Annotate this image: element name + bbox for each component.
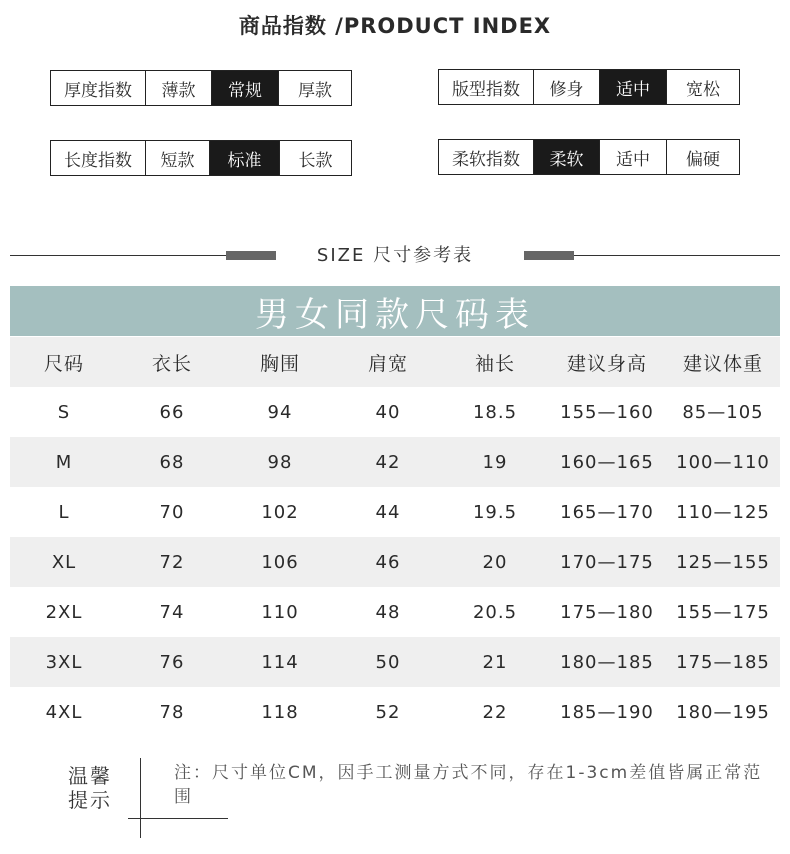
- table-cell: 19: [482, 451, 508, 473]
- index-option: 厚款: [278, 71, 351, 105]
- table-row: [10, 387, 780, 437]
- table-cell: 74: [159, 601, 185, 623]
- size-section-title: SIZE 尺寸参考表: [316, 245, 474, 266]
- table-cell: 4XL: [45, 701, 83, 723]
- table-cell: 106: [261, 551, 299, 573]
- size-table-banner: 男女同款尺码表: [10, 286, 780, 336]
- index-length: [50, 140, 352, 176]
- note-divider-vertical: [140, 758, 141, 838]
- index-softness: [438, 139, 740, 175]
- table-cell: 20.5: [472, 601, 518, 623]
- index-option: 长款: [279, 141, 351, 175]
- index-label: 长度指数: [64, 150, 132, 171]
- index-option: 修身: [533, 70, 599, 104]
- index-label: 版型指数: [452, 79, 520, 100]
- table-cell: 44: [375, 501, 401, 523]
- table-cell: 155—160: [560, 401, 654, 423]
- note-text: 注：尺寸单位CM，因手工测量方式不同，存在1-3cm差值皆属正常范围: [174, 763, 763, 807]
- table-cell: 68: [159, 451, 185, 473]
- column-header: 建议体重: [682, 352, 763, 375]
- table-cell: 114: [261, 651, 299, 673]
- index-option-selected: 适中: [599, 70, 666, 104]
- table-cell: 165—170: [560, 501, 654, 523]
- table-cell: 21: [482, 651, 508, 673]
- table-cell: 100—110: [676, 451, 770, 473]
- table-cell: 170—175: [560, 551, 654, 573]
- column-header: 胸围: [259, 352, 300, 375]
- table-cell: 2XL: [45, 601, 83, 623]
- table-cell: 66: [159, 401, 185, 423]
- note-divider-horizontal: [128, 818, 228, 819]
- index-thickness: [50, 70, 352, 106]
- table-cell: 70: [159, 501, 185, 523]
- index-option: 宽松: [666, 70, 739, 104]
- table-cell: 102: [261, 501, 299, 523]
- column-header: 建议身高: [566, 352, 647, 375]
- table-cell: 118: [261, 701, 299, 723]
- table-cell: 180—185: [560, 651, 654, 673]
- index-option: 适中: [599, 140, 666, 174]
- table-cell: XL: [51, 551, 77, 573]
- table-cell: 94: [267, 401, 293, 423]
- index-option-selected: 常规: [211, 71, 278, 105]
- table-cell: 185—190: [560, 701, 654, 723]
- table-cell: 22: [482, 701, 508, 723]
- table-cell: 110: [261, 601, 299, 623]
- table-row: [10, 487, 780, 537]
- table-cell: 175—180: [560, 601, 654, 623]
- table-header-row: [10, 337, 780, 387]
- table-row: [10, 587, 780, 637]
- table-cell: 78: [159, 701, 185, 723]
- index-option-selected: 标准: [209, 141, 279, 175]
- table-cell: M: [55, 451, 73, 473]
- table-cell: 48: [375, 601, 401, 623]
- table-cell: 20: [482, 551, 508, 573]
- column-header: 袖长: [474, 352, 515, 375]
- table-cell: L: [58, 501, 70, 523]
- index-label: 厚度指数: [64, 80, 132, 101]
- table-row: [10, 637, 780, 687]
- index-fit: [438, 69, 740, 105]
- table-cell: 98: [267, 451, 293, 473]
- table-cell: 85—105: [682, 401, 764, 423]
- table-cell: 52: [375, 701, 401, 723]
- table-row: [10, 537, 780, 587]
- table-cell: 42: [375, 451, 401, 473]
- table-row: [10, 437, 780, 487]
- note-label: [68, 764, 112, 812]
- table-cell: 160—165: [560, 451, 654, 473]
- table-cell: 46: [375, 551, 401, 573]
- page-title: 商品指数 /PRODUCT INDEX: [238, 14, 552, 38]
- index-option-selected: 柔软: [533, 140, 599, 174]
- table-cell: 76: [159, 651, 185, 673]
- table-cell: 175—185: [676, 651, 770, 673]
- table-cell: 19.5: [472, 501, 518, 523]
- table-cell: 125—155: [676, 551, 770, 573]
- table-cell: 40: [375, 401, 401, 423]
- index-option: 薄款: [145, 71, 211, 105]
- table-row: [10, 687, 780, 737]
- column-header: 肩宽: [367, 352, 408, 375]
- note-label-line: 提示: [68, 788, 112, 812]
- table-cell: 18.5: [472, 401, 518, 423]
- note-label-line: 温馨: [68, 764, 112, 788]
- table-cell: 3XL: [45, 651, 83, 673]
- table-cell: 155—175: [676, 601, 770, 623]
- table-cell: 110—125: [676, 501, 770, 523]
- table-cell: 72: [159, 551, 185, 573]
- index-option: 短款: [145, 141, 209, 175]
- table-cell: S: [57, 401, 71, 423]
- table-cell: 180—195: [676, 701, 770, 723]
- index-option: 偏硬: [666, 140, 739, 174]
- column-header: 尺码: [43, 352, 84, 375]
- index-label: 柔软指数: [452, 149, 520, 170]
- column-header: 衣长: [151, 352, 192, 375]
- table-cell: 50: [375, 651, 401, 673]
